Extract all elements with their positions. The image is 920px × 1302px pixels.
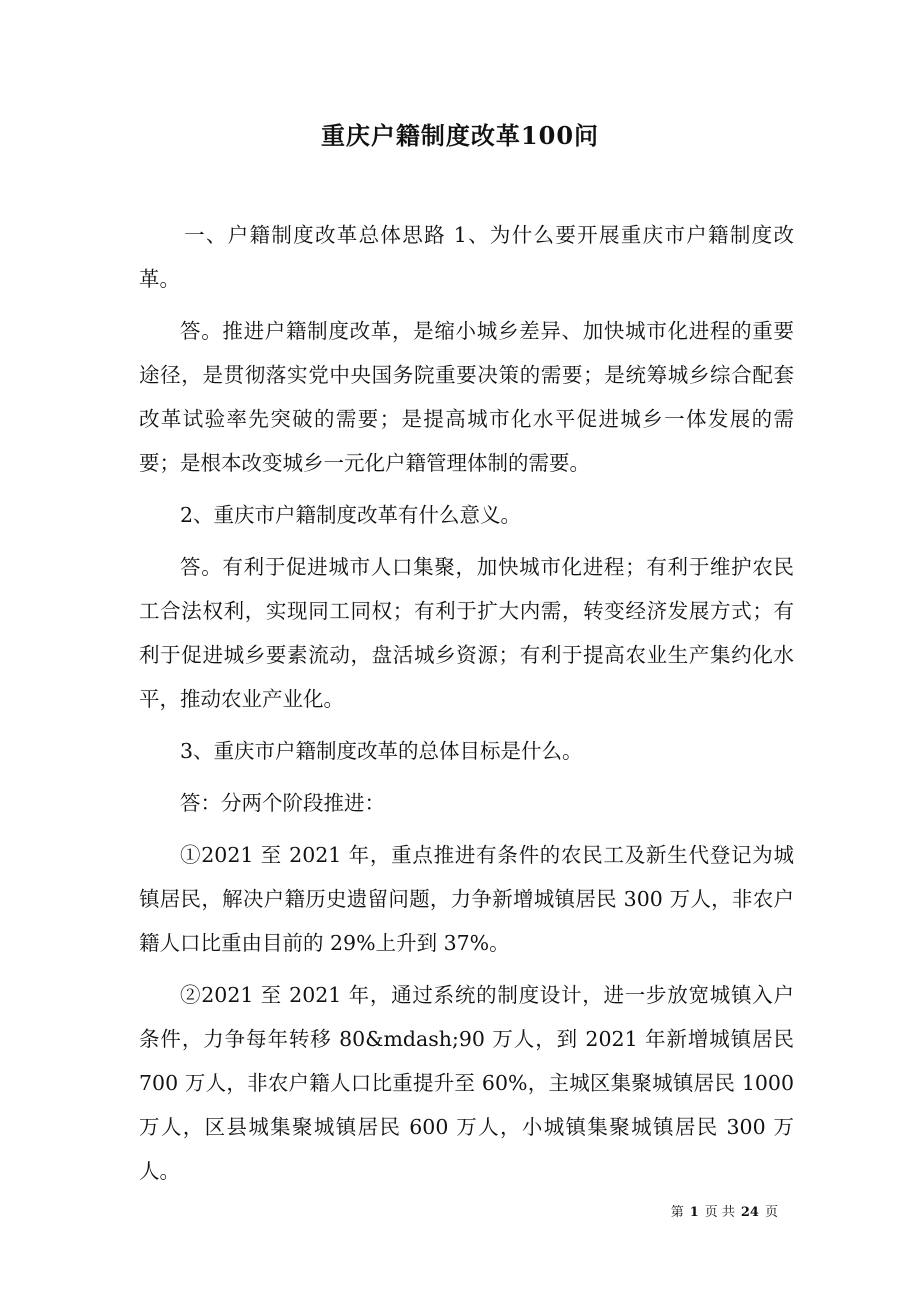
footer-total-pages: 24: [740, 1205, 759, 1220]
paragraph-answer-1: 答。推进户籍制度改革，是缩小城乡差异、加快城市化进程的重要途径，是贯彻落实党中央国务院重要决策的需要；是统筹城乡综合配套改革试验率先突破的需要；是提高城市化水平促进城乡一体发展的需要；是根本改变城乡一元化户籍管理体制的需要。: [139, 319, 794, 475]
paragraph-answer-3-intro: 答：分两个阶段推进：: [180, 791, 385, 815]
footer-suffix: 页: [764, 1205, 778, 1220]
page-footer: [0, 1203, 781, 1223]
footer-middle: 页 共: [704, 1205, 735, 1220]
paragraph-section-heading: 一、户籍制度改革总体思路 1、为什么要开展重庆市户籍制度改革。: [139, 223, 794, 291]
footer-page-number: 1: [689, 1205, 699, 1220]
paragraph-answer-2: 答。有利于促进城市人口集聚，加快城市化进程；有利于维护农民工合法权利，实现同工同权；有利于扩大内需，转变经济发展方式；有利于促进城乡要素流动，盘活城乡资源；有利于提高农业生产集约化水平，推动农业产业化。: [139, 555, 794, 711]
paragraph-question-3: 3、重庆市户籍制度改革的总体目标是什么。: [180, 739, 583, 763]
paragraph-stage-2: ②2021 至 2021 年，通过系统的制度设计，进一步放宽城镇入户条件，力争每年转移 80&mdash;90 万人，到 2021 年新增城镇居民 700 万人，非农户籍人口比重提升至 60%，主城区集聚城镇居民 1000 万人，区县城集聚城镇居民 600 万人，小城镇集聚城镇居民 300 万人。: [139, 983, 794, 1183]
paragraph-question-2: 2、重庆市户籍制度改革有什么意义。: [180, 503, 522, 527]
footer-prefix: 第: [670, 1205, 684, 1220]
paragraph-stage-1: ①2021 至 2021 年，重点推进有条件的农民工及新生代登记为城镇居民，解决户籍历史遗留问题，力争新增城镇居民 300 万人，非农户籍人口比重由目前的 29%上升到 37%。: [139, 843, 794, 955]
document-title: 重庆户籍制度改革100问: [320, 121, 600, 150]
document-body: [139, 213, 794, 1201]
